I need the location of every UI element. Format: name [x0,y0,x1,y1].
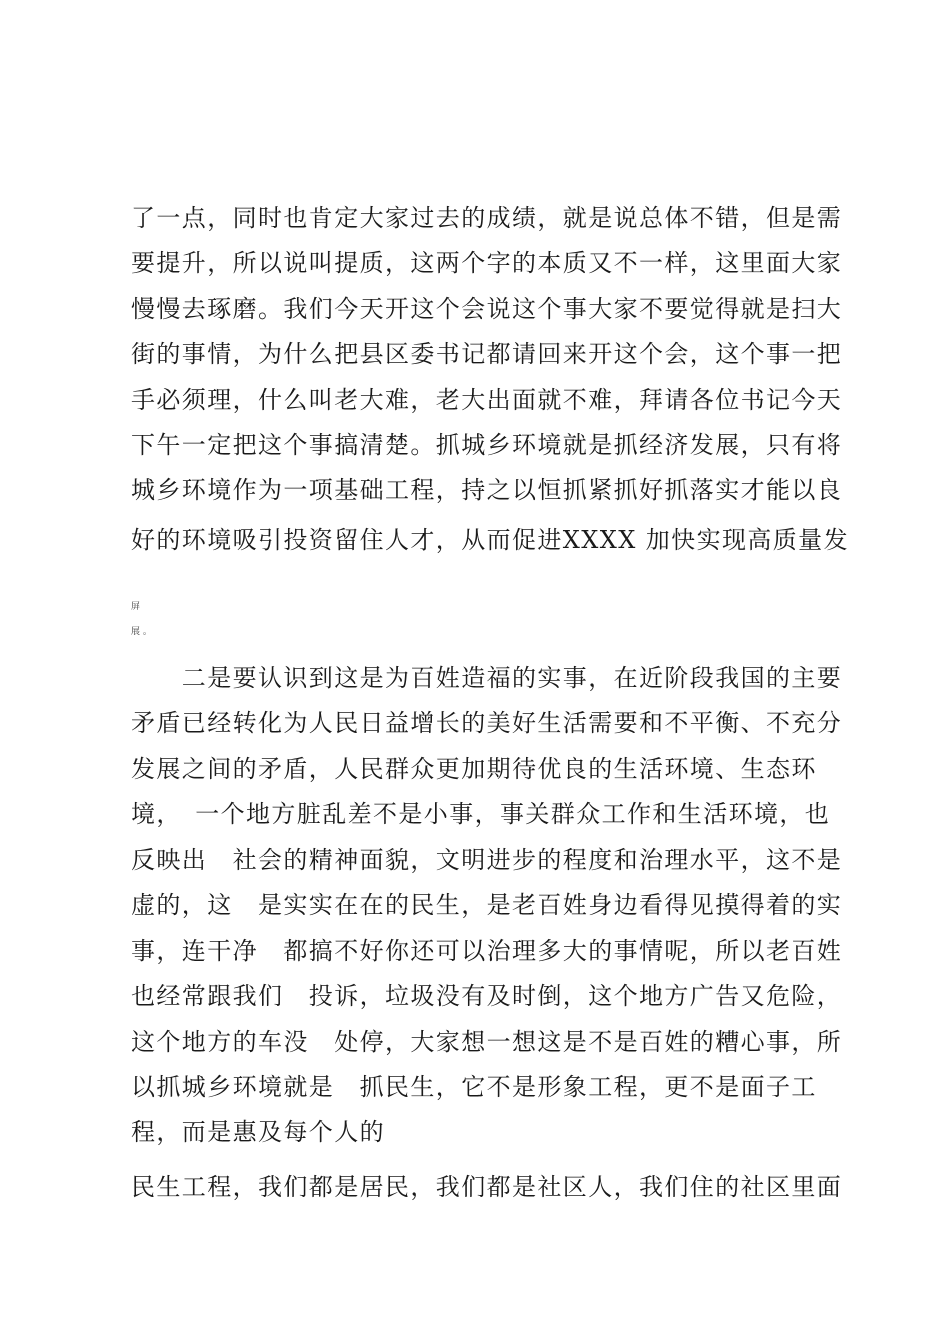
text-line: 事，连干净 都搞不好你还可以治理多大的事情呢，所以老百姓 [131,937,843,965]
text-fragment: 屏 [131,602,141,612]
text-line: 这个地方的车没 处停，大家想一想这是不是百姓的糟心事，所 [131,1028,843,1056]
text-line: 街的事情，为什么把县区委书记都请回来开这个会，这个事一把 [131,340,843,368]
text-line: 下午一定把这个事搞清楚。抓城乡环境就是抓经济发展，只有将 [131,431,843,459]
text-line: 要提升，所以说叫提质，这两个字的本质又不一样，这里面大家 [131,249,843,277]
text-line: 虚的，这 是实实在在的民生，是老百姓身边看得见摸得着的实 [131,891,843,919]
text-line: 民生工程，我们都是居民，我们都是社区人，我们住的社区里面 [131,1173,843,1201]
text-line: 慢慢去琢磨。我们今天开这个会说这个事大家不要觉得就是扫大 [131,295,843,323]
text-line: 手必须理，什么叫老大难，老大出面就不难，拜请各位书记今天 [131,386,843,414]
text-line: 反映出 社会的精神面貌，文明进步的程度和治理水平，这不是 [131,846,843,874]
text-line: 城乡环境作为一项基础工程，持之以恒抓紧抓好抓落实才能以良 [131,476,843,504]
text-line: 矛盾已经转化为人民日益增长的美好生活需要和不平衡、不充分 [131,709,843,737]
text-line: 了一点，同时也肯定大家过去的成绩，就是说总体不错，但是需 [131,204,843,232]
text-line: 境， 一个地方脏乱差不是小事，事关群众工作和生活环境，也 [131,800,831,828]
text-line: 程，而是惠及每个人的 [131,1118,385,1146]
text-line: 发展之间的矛盾，人民群众更加期待优良的生活环境、生态环 [131,755,817,783]
text-line: 也经常跟我们 投诉，垃圾没有及时倒，这个地方广告又危险， [131,982,843,1010]
text-line: 好的环境吸引投资留住人才，从而促进XXXX 加快实现高质量发 [131,526,849,554]
text-line: 二是要认识到这是为百姓造福的实事，在近阶段我国的主要 [131,664,843,692]
text-fragment: 展 。 [131,627,152,637]
text-line: 以抓城乡环境就是 抓民生，它不是形象工程，更不是面子工 [131,1073,817,1101]
